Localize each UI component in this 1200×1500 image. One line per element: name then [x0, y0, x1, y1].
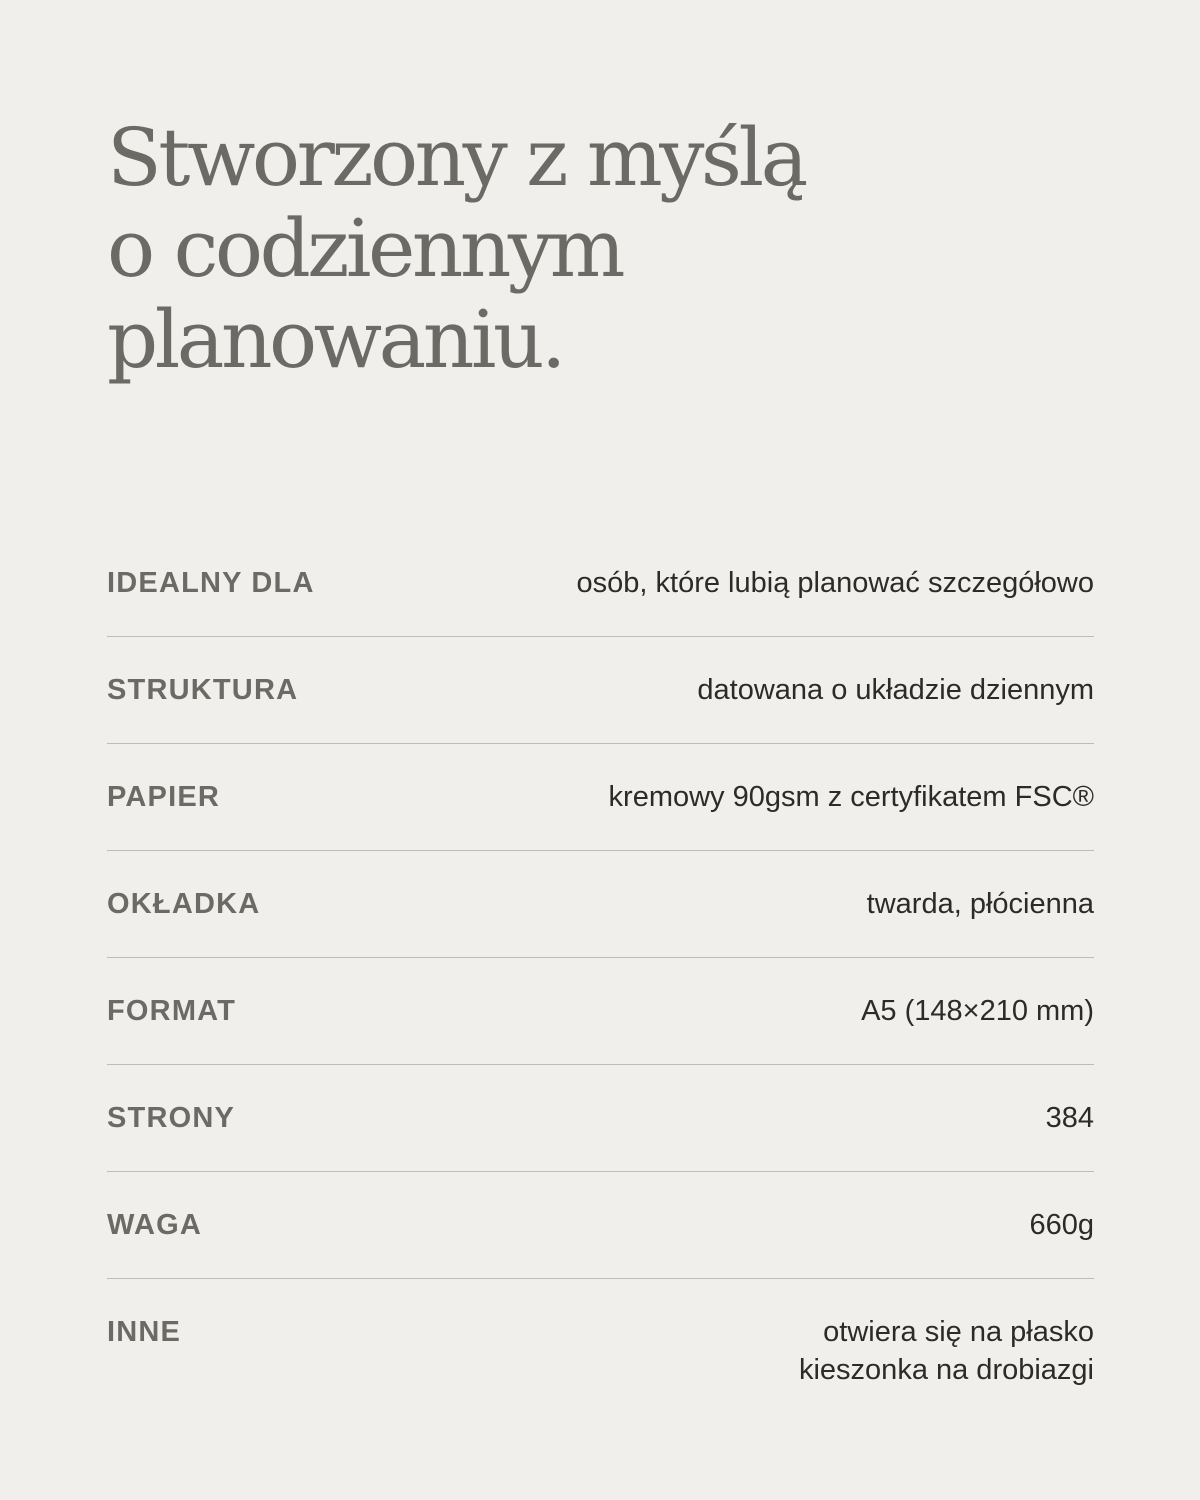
spec-row-waga: [107, 1172, 1094, 1279]
spec-value: kremowy 90gsm z certyfikatem FSC®: [608, 781, 1094, 813]
spec-label: IDEALNY DLA: [107, 567, 315, 599]
headline-line-2: o codziennym: [107, 202, 622, 295]
headline-line-1: Stworzony z myślą: [107, 111, 805, 204]
spec-row-strony: [107, 1065, 1094, 1172]
spec-value: A5 (148×210 mm): [861, 995, 1094, 1027]
spec-table: [107, 530, 1094, 1389]
spec-label: STRUKTURA: [107, 674, 299, 706]
spec-value-line-1: otwiera się na płasko: [823, 1316, 1094, 1348]
page-headline: [107, 112, 1007, 385]
spec-value: 660g: [1029, 1209, 1094, 1241]
spec-value: datowana o układzie dziennym: [697, 674, 1094, 706]
spec-row-papier: [107, 744, 1094, 851]
spec-label: PAPIER: [107, 781, 221, 813]
spec-row-struktura: [107, 637, 1094, 744]
spec-row-inne: [107, 1279, 1094, 1389]
spec-value: osób, które lubią planować szczegółowo: [576, 567, 1094, 599]
spec-label: OKŁADKA: [107, 888, 261, 920]
spec-label: WAGA: [107, 1209, 203, 1241]
headline-line-3: planowaniu.: [107, 293, 563, 386]
spec-value-line-2: kieszonka na drobiazgi: [798, 1354, 1094, 1386]
spec-value: twarda, płócienna: [866, 888, 1094, 920]
spec-label: STRONY: [107, 1102, 236, 1134]
spec-row-idealny-dla: [107, 530, 1094, 637]
spec-row-okladka: [107, 851, 1094, 958]
spec-value: 384: [1045, 1102, 1094, 1134]
spec-value: [799, 1313, 1094, 1389]
spec-row-format: [107, 958, 1094, 1065]
spec-label: FORMAT: [107, 995, 237, 1027]
spec-label: INNE: [107, 1316, 182, 1348]
